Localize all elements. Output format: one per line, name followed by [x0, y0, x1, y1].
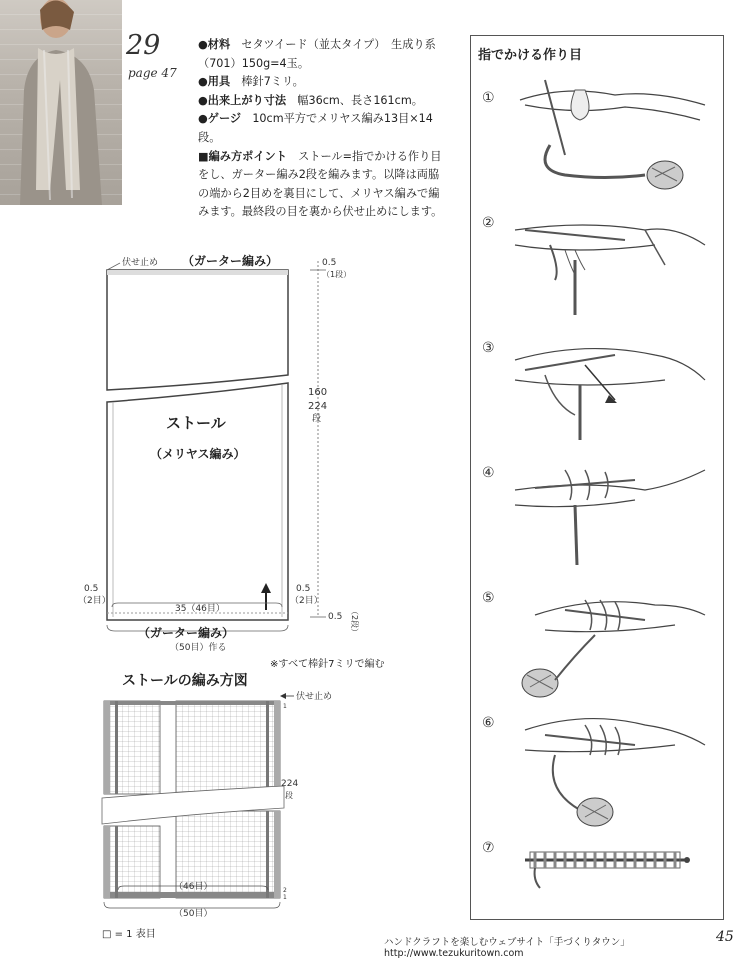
size-label: ●出来上がり寸法	[198, 93, 287, 107]
side-left-sts: （2目）	[78, 596, 111, 606]
top-height-label: 0.5	[322, 258, 337, 268]
chart-row-2: 2	[283, 887, 287, 894]
step-2-number: ②	[482, 215, 495, 231]
point-line	[198, 148, 448, 222]
chart-rows-label: 224	[281, 779, 299, 789]
bottom-rows-label: （2段）	[350, 607, 359, 637]
step-6-number: ⑥	[482, 715, 495, 731]
garter-bottom-label: （ガーター編み）	[138, 626, 235, 640]
gauge-label: ●ゲージ	[198, 112, 242, 126]
side-right-label: 0.5	[296, 584, 311, 594]
step-2-illustration	[505, 200, 715, 320]
length-rows-unit: 段	[312, 414, 322, 424]
arrow-head-icon	[261, 583, 271, 593]
pattern-number: 29	[126, 30, 161, 61]
point-value: ストール=指でかける作り目をし、ガーター編み2段を編みます。以降は両脇の端から2目めを裏目にして、メリヤス編みで編みます。最終段の目を裏から伏せ止めにします。	[198, 149, 443, 219]
chart-left-edge	[104, 701, 110, 794]
step-5-number: ⑤	[482, 590, 495, 606]
step-7-illustration	[515, 840, 715, 890]
piece-name: ストール	[166, 414, 226, 432]
gauge-line	[198, 110, 448, 147]
top-rows-label: （1段）	[322, 270, 352, 279]
chart-total-label: （50目）	[174, 909, 213, 919]
step-4-illustration	[505, 450, 715, 570]
tools-line	[198, 73, 448, 92]
chart-right-edge	[274, 701, 280, 794]
size-value: 幅36cm、長さ161cm。	[297, 93, 423, 107]
chart-bottom-garter	[104, 892, 280, 898]
piece-stitch: （メリヤス編み）	[150, 447, 246, 461]
model-figure-illustration	[10, 0, 110, 205]
tools-value: 棒針7ミリ。	[241, 75, 304, 89]
step-3-number: ③	[482, 340, 495, 356]
step-4-number: ④	[482, 465, 495, 481]
needle-note: ※すべて棒針7ミリで編む	[270, 659, 385, 670]
chart-top-garter	[104, 701, 280, 705]
chart-title: ストールの編み方図	[122, 673, 248, 689]
gauge-value: 10cm平方でメリヤス編み13目×14段。	[198, 112, 433, 144]
chart-top-right-block	[176, 701, 280, 794]
schematic-top-section	[107, 270, 288, 390]
size-line	[198, 92, 448, 111]
step-3-illustration	[505, 325, 715, 445]
bind-off-label: 伏せ止め	[122, 258, 159, 268]
schematic-top-garter-band	[107, 270, 288, 275]
cast-on-title: 指でかける作り目	[478, 48, 583, 63]
materials-line	[198, 36, 448, 73]
chart-bind-off-label: 伏せ止め	[296, 692, 333, 702]
side-right-sts: （2目）	[290, 596, 323, 606]
model-photo	[0, 0, 122, 205]
garter-top-label: （ガーター編み）	[182, 254, 279, 268]
pattern-info	[198, 36, 448, 222]
chart-top-left-block	[104, 701, 160, 794]
step-5-illustration	[505, 575, 715, 700]
point-label: ■編み方ポイント	[198, 149, 287, 163]
chart-top-row-number: 1	[283, 703, 287, 710]
chart-inner-label: （46目）	[174, 882, 213, 892]
step-1-number: ①	[482, 90, 495, 106]
chart-rows-unit: 段	[285, 791, 293, 800]
page-number: 45	[716, 929, 734, 945]
length-label: 160	[308, 387, 328, 398]
width-inner-label: 35（46目）	[175, 604, 225, 614]
chart-bottom-left-block	[104, 826, 160, 898]
chart-row-1: 1	[283, 894, 287, 901]
cast-on-label: （50目）作る	[170, 643, 227, 653]
side-left-label: 0.5	[84, 584, 99, 594]
page-reference: page 47	[128, 66, 177, 80]
tools-label: ●用具	[198, 75, 231, 89]
knitting-chart	[98, 686, 333, 919]
chart-legend: □ = 1 表目	[102, 929, 156, 940]
footer-site: ハンドクラフトを楽しむウェブサイト「手づくりタウン」 http://www.tezukuritown.com	[384, 937, 635, 959]
bottom-height-label: 0.5	[328, 612, 343, 622]
step-6-illustration	[505, 700, 715, 830]
materials-value: セタツイード（並太タイプ） 生成り系（701）150g=4玉。	[198, 38, 436, 70]
materials-label: ●材料	[198, 38, 231, 51]
stole-schematic	[70, 245, 370, 665]
step-7-number: ⑦	[482, 840, 495, 856]
length-rows-label: 224	[308, 401, 328, 412]
step-1-illustration	[505, 75, 715, 195]
